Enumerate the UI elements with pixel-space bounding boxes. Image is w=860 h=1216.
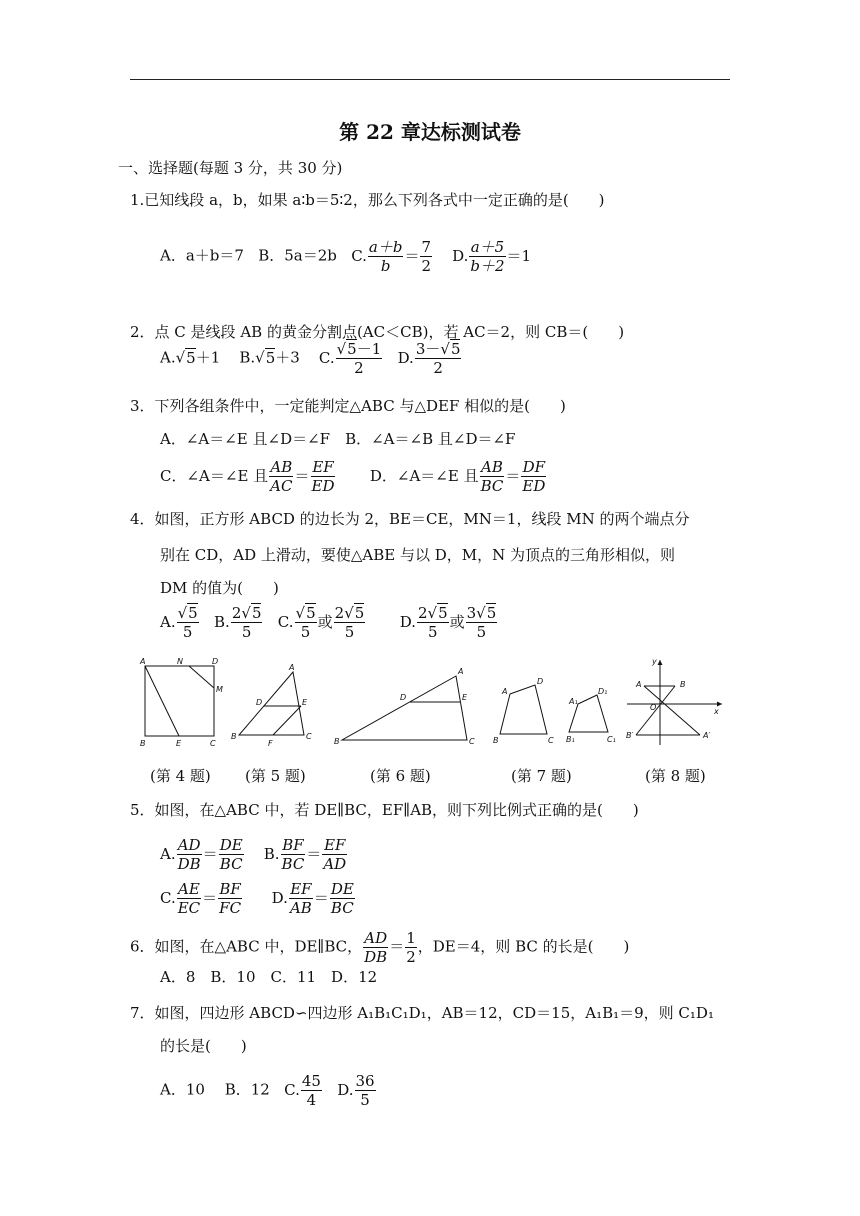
fig4-label: B	[140, 739, 146, 748]
fig7-label: D	[537, 677, 544, 686]
q5-option-d: D. $\frac{EF}{AB}$ ＝ $\frac{DE}{BC}$	[271, 880, 354, 917]
q5-option-a: A. $\frac{AD}{DB}$ ＝ $\frac{DE}{BC}$	[160, 836, 243, 873]
fraction: $\frac{a+b}{b}$	[368, 238, 403, 275]
q1-option-c: C. $\frac{a+b}{b}$ ＝ $\frac{7}{2}$	[351, 238, 432, 275]
q4-line-1: 4．如图，正方形 ABCD 的边长为 2，BE＝CE，MN＝1，线段 MN 的两个端点分	[130, 510, 690, 528]
q1-option-d: D. $\frac{a+5}{b+2}$ ＝1	[452, 238, 532, 275]
q1-stem: 1.已知线段 a，b，如果 a∶b＝5∶2，那么下列各式中一定正确的是( )	[130, 191, 605, 209]
fig4-label: C	[210, 739, 216, 748]
q4-option-d: D. $\frac{2√5}{5}$ 或 $\frac{3√5}{5}$	[399, 604, 497, 641]
q5-options-cd	[160, 880, 356, 917]
figure-6	[342, 676, 467, 740]
q6-options: A．8 B．10 C．11 D．12	[160, 968, 378, 986]
fig8-label: O	[650, 703, 657, 712]
fig8-label: B	[680, 680, 686, 689]
q7-line-1: 7．如图，四边形 ABCD∽四边形 A₁B₁C₁D₁，AB＝12，CD＝15，A₁B₁＝9，则 C₁D₁	[130, 1004, 714, 1022]
q5-stem: 5．如图，在△ABC 中，若 DE∥BC，EF∥AB，则下列比例式正确的是( )	[130, 801, 639, 819]
q6-stem: 6．如图，在△ABC 中，DE∥BC， $\frac{AD}{DB}$ ＝ $\frac{1}{2}$ ，DE＝4，则 BC 的长是( )	[130, 929, 630, 966]
q3-option-d: D．∠A＝∠E 且 $\frac{AB}{BC}$ ＝ $\frac{DF}{ED}$	[369, 458, 546, 495]
q7-line-2: 的长是( )	[160, 1037, 247, 1055]
fig7-label: C₁	[607, 735, 616, 744]
y-axis-arrow	[658, 660, 663, 665]
fig5-label: B	[231, 732, 237, 741]
q3-option-c: C．∠A＝∠E 且 $\frac{AB}{AC}$ ＝ $\frac{EF}{ED}$	[160, 458, 335, 495]
figure-caption: (第 8 题)	[645, 767, 706, 785]
fig6-label: B	[334, 737, 340, 746]
fig7-label: B₁	[566, 735, 575, 744]
q4-options	[160, 604, 498, 641]
fig5-label: A	[289, 663, 295, 672]
fig6-label: E	[462, 693, 468, 702]
q4-option-a: A. $\frac{√5}{5}$	[160, 604, 198, 641]
fig8-label: x	[714, 707, 719, 716]
q4-line-3: DM 的值为( )	[160, 579, 279, 597]
q4-line-2: 别在 CD，AD 上滑动，要使△ABE 与以 D，M，N 为顶点的三角形相似，则	[160, 546, 676, 564]
fig5-label: C	[306, 732, 312, 741]
q2-option-c: C. $\frac{√5-1}{2}$	[318, 340, 382, 377]
fig8-label: y	[652, 657, 657, 666]
fig4-label: E	[176, 739, 182, 748]
x-axis-arrow	[717, 702, 722, 707]
q7-option-d: D. $\frac{36}{5}$	[337, 1072, 375, 1109]
q2-option-a: A.√5＋1	[160, 348, 221, 367]
header-rule	[130, 79, 730, 80]
fig4-label: M	[216, 685, 223, 694]
fig4-label: N	[177, 657, 183, 666]
fig7-label: C	[548, 736, 554, 745]
figures-strip	[0, 650, 860, 760]
figure-caption: (第 5 题)	[245, 767, 306, 785]
figure-caption: (第 4 题)	[150, 767, 211, 785]
q2-stem: 2．点 C 是线段 AB 的黄金分割点(AC＜CB)，若 AC＝2，则 CB＝( )	[130, 323, 625, 341]
fig8-label: A′	[703, 731, 711, 740]
q2-option-d: D. $\frac{3-√5}{2}$	[397, 340, 461, 377]
q3-options-ab: A．∠A＝∠E 且∠D＝∠F B．∠A＝∠B 且∠D＝∠F	[160, 430, 516, 448]
figure-caption: (第 7 题)	[511, 767, 572, 785]
fig6-label: A	[458, 667, 464, 676]
q7-option-ab: A．10 B．12	[160, 1080, 270, 1099]
q1-options	[160, 238, 531, 275]
fig5-label: E	[302, 698, 308, 707]
fig8-label: A	[636, 680, 642, 689]
figure-7	[500, 685, 608, 734]
figure-caption: (第 6 题)	[370, 767, 431, 785]
q1-option-b: B．5a＝2b	[258, 246, 337, 265]
q5-option-c: C. $\frac{AE}{EC}$ ＝ $\frac{BF}{FC}$	[160, 880, 242, 917]
q4-option-b: B. $\frac{2√5}{5}$	[214, 604, 262, 641]
fig7-label: B	[493, 736, 499, 745]
q2-options	[160, 340, 462, 377]
q7-option-c: C. $\frac{45}{4}$	[284, 1072, 321, 1109]
q1-option-a: A．a＋b＝7	[160, 246, 244, 265]
figure-5	[239, 672, 304, 735]
fig6-label: C	[469, 737, 475, 746]
q4-option-c: C. $\frac{√5}{5}$ 或 $\frac{2√5}{5}$	[277, 604, 365, 641]
fig8-label: B′	[626, 731, 634, 740]
fig6-label: D	[400, 693, 407, 702]
figure-4	[145, 666, 214, 736]
fig4-label: A	[140, 657, 146, 666]
q7-options	[160, 1072, 377, 1109]
q5-options-ab	[160, 836, 348, 873]
fraction: $\frac{a+5}{b+2}$	[470, 238, 505, 275]
fig4-label: D	[212, 657, 219, 666]
fig7-label: D₁	[598, 687, 608, 696]
q3-stem: 3．下列各组条件中，一定能判定△ABC 与△DEF 相似的是( )	[130, 397, 566, 415]
fig5-label: F	[268, 739, 273, 748]
q3-options-cd	[160, 458, 547, 495]
section-heading: 一、选择题(每题 3 分，共 30 分)	[118, 159, 343, 177]
fig5-label: D	[256, 698, 263, 707]
fig7-label: A₁	[569, 697, 578, 706]
page-title: 第 22 章达标测试卷	[339, 120, 521, 144]
fig7-label: A	[502, 687, 508, 696]
q5-option-b: B. $\frac{BF}{BC}$ ＝ $\frac{EF}{AD}$	[263, 836, 347, 873]
q2-option-b: B.√5＋3	[239, 348, 300, 367]
